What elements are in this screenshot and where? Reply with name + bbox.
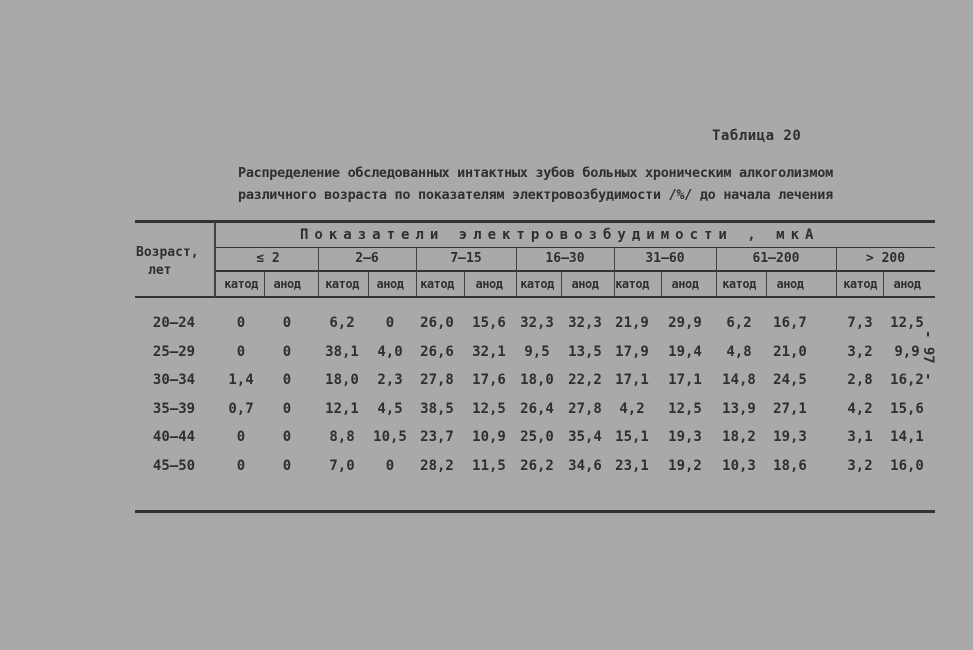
sub-header: анод xyxy=(273,277,301,291)
age-cell: 25–29 xyxy=(152,343,196,360)
value-cell: 4,2 xyxy=(847,400,873,417)
caption-line-2: различного возраста по показателям электровозбудимости /%/ до начала лечения xyxy=(238,187,833,203)
value-cell: 21,0 xyxy=(773,343,807,360)
value-cell: 0 xyxy=(282,343,292,360)
value-cell: 19,3 xyxy=(668,429,702,445)
value-cell: 17,1 xyxy=(615,372,649,388)
value-cell: 9,9 xyxy=(894,343,920,360)
value-cell: 19,4 xyxy=(668,343,702,360)
value-cell: 14,1 xyxy=(890,429,924,445)
value-cell: 32,3 xyxy=(520,315,554,331)
age-column-divider xyxy=(214,222,216,297)
value-cell: 17,6 xyxy=(472,372,506,388)
range-header: 2–6 xyxy=(355,251,379,266)
header-rule-1 xyxy=(216,247,935,248)
bottom-rule xyxy=(135,510,935,513)
value-cell: 0 xyxy=(282,315,292,331)
value-cell: 0 xyxy=(236,343,246,360)
value-cell: 4,2 xyxy=(619,400,645,417)
sub-header: катод xyxy=(420,277,454,291)
age-cell: 40–44 xyxy=(152,429,196,445)
value-cell: 16,0 xyxy=(890,457,924,474)
value-cell: 23,7 xyxy=(420,429,454,445)
value-cell: 18,6 xyxy=(773,457,807,474)
value-cell: 38,5 xyxy=(420,400,454,417)
sub-header: катод xyxy=(520,277,554,291)
value-cell: 4,5 xyxy=(377,400,403,417)
value-cell: 18,0 xyxy=(325,372,359,388)
header-rule-2 xyxy=(216,270,935,272)
page-number: - 97 - xyxy=(920,330,936,381)
value-cell: 8,8 xyxy=(329,429,355,445)
sub-header: катод xyxy=(615,277,649,291)
value-cell: 2,8 xyxy=(847,372,873,388)
value-cell: 21,9 xyxy=(615,315,649,331)
value-cell: 16,7 xyxy=(773,315,807,331)
value-cell: 3,2 xyxy=(847,457,873,474)
top-rule xyxy=(135,220,935,223)
value-cell: 26,6 xyxy=(420,343,454,360)
value-cell: 10,5 xyxy=(373,429,407,445)
value-cell: 12,1 xyxy=(325,400,359,417)
age-cell: 30–34 xyxy=(152,372,196,388)
sub-header: катод xyxy=(325,277,359,291)
value-cell: 3,2 xyxy=(847,343,873,360)
value-cell: 0,7 xyxy=(228,400,254,417)
value-cell: 25,0 xyxy=(520,429,554,445)
value-cell: 0 xyxy=(385,315,395,331)
age-label-2: лет xyxy=(148,263,172,278)
value-cell: 11,5 xyxy=(472,457,506,474)
value-cell: 0 xyxy=(282,400,292,417)
value-cell: 12,5 xyxy=(472,400,506,417)
value-cell: 32,1 xyxy=(472,343,506,360)
sub-header: катод xyxy=(843,277,877,291)
sub-header: анод xyxy=(776,277,804,291)
value-cell: 4,0 xyxy=(377,343,403,360)
value-cell: 34,6 xyxy=(568,457,602,474)
value-cell: 4,8 xyxy=(726,343,752,360)
age-label-1: Возраст, xyxy=(136,245,199,260)
value-cell: 24,5 xyxy=(773,372,807,388)
table-number: Таблица 20 xyxy=(712,128,802,144)
value-cell: 15,6 xyxy=(472,315,506,331)
value-cell: 38,1 xyxy=(325,343,359,360)
value-cell: 15,1 xyxy=(615,429,649,445)
value-cell: 0 xyxy=(385,457,395,474)
value-cell: 0 xyxy=(282,429,292,445)
main-header: Показатели электровозбудимости , мкА xyxy=(300,227,820,243)
age-cell: 20–24 xyxy=(152,315,196,331)
value-cell: 13,5 xyxy=(568,343,602,360)
range-header: > 200 xyxy=(865,251,906,266)
value-cell: 7,3 xyxy=(847,315,873,331)
caption-line-1: Распределение обследованных интактных зубов больных хроническим алкоголизмом xyxy=(238,165,833,181)
value-cell: 27,1 xyxy=(773,400,807,417)
table-caption xyxy=(238,162,918,206)
sub-header: анод xyxy=(376,277,404,291)
sub-header: катод xyxy=(722,277,756,291)
value-cell: 0 xyxy=(282,457,292,474)
value-cell: 27,8 xyxy=(420,372,454,388)
value-cell: 9,5 xyxy=(524,343,550,360)
value-cell: 7,0 xyxy=(329,457,355,474)
value-cell: 14,8 xyxy=(722,372,756,388)
value-cell: 17,9 xyxy=(615,343,649,360)
value-cell: 26,4 xyxy=(520,400,554,417)
value-cell: 19,3 xyxy=(773,429,807,445)
range-header: 16–30 xyxy=(545,251,585,266)
value-cell: 0 xyxy=(236,315,246,331)
sub-header: катод xyxy=(224,277,258,291)
value-cell: 18,2 xyxy=(722,429,756,445)
value-cell: 6,2 xyxy=(329,315,355,331)
value-cell: 22,2 xyxy=(568,372,602,388)
age-cell: 45–50 xyxy=(152,457,196,474)
value-cell: 10,9 xyxy=(472,429,506,445)
value-cell: 1,4 xyxy=(228,372,254,388)
value-cell: 32,3 xyxy=(568,315,602,331)
sub-header: анод xyxy=(671,277,699,291)
value-cell: 17,1 xyxy=(668,372,702,388)
value-cell: 0 xyxy=(282,372,292,388)
value-cell: 15,6 xyxy=(890,400,924,417)
value-cell: 3,1 xyxy=(847,429,873,445)
value-cell: 0 xyxy=(236,429,246,445)
range-header: 7–15 xyxy=(450,251,482,266)
value-cell: 28,2 xyxy=(420,457,454,474)
value-cell: 19,2 xyxy=(668,457,702,474)
range-header: 31–60 xyxy=(645,251,685,266)
value-cell: 23,1 xyxy=(615,457,649,474)
value-cell: 12,5 xyxy=(668,400,702,417)
value-cell: 2,3 xyxy=(377,372,403,388)
value-cell: 18,0 xyxy=(520,372,554,388)
value-cell: 16,2 xyxy=(890,372,924,388)
range-header: 61–200 xyxy=(752,251,800,266)
value-cell: 0 xyxy=(236,457,246,474)
value-cell: 12,5 xyxy=(890,315,924,331)
header-bottom-rule xyxy=(135,296,935,298)
age-cell: 35–39 xyxy=(152,400,196,417)
value-cell: 27,8 xyxy=(568,400,602,417)
sub-header: анод xyxy=(475,277,503,291)
age-header xyxy=(136,244,199,280)
range-header: ≤ 2 xyxy=(256,251,280,266)
value-cell: 10,3 xyxy=(722,457,756,474)
sub-header: анод xyxy=(893,277,921,291)
value-cell: 26,2 xyxy=(520,457,554,474)
value-cell: 35,4 xyxy=(568,429,602,445)
value-cell: 29,9 xyxy=(668,315,702,331)
sub-header: анод xyxy=(571,277,599,291)
value-cell: 13,9 xyxy=(722,400,756,417)
value-cell: 26,0 xyxy=(420,315,454,331)
value-cell: 6,2 xyxy=(726,315,752,331)
